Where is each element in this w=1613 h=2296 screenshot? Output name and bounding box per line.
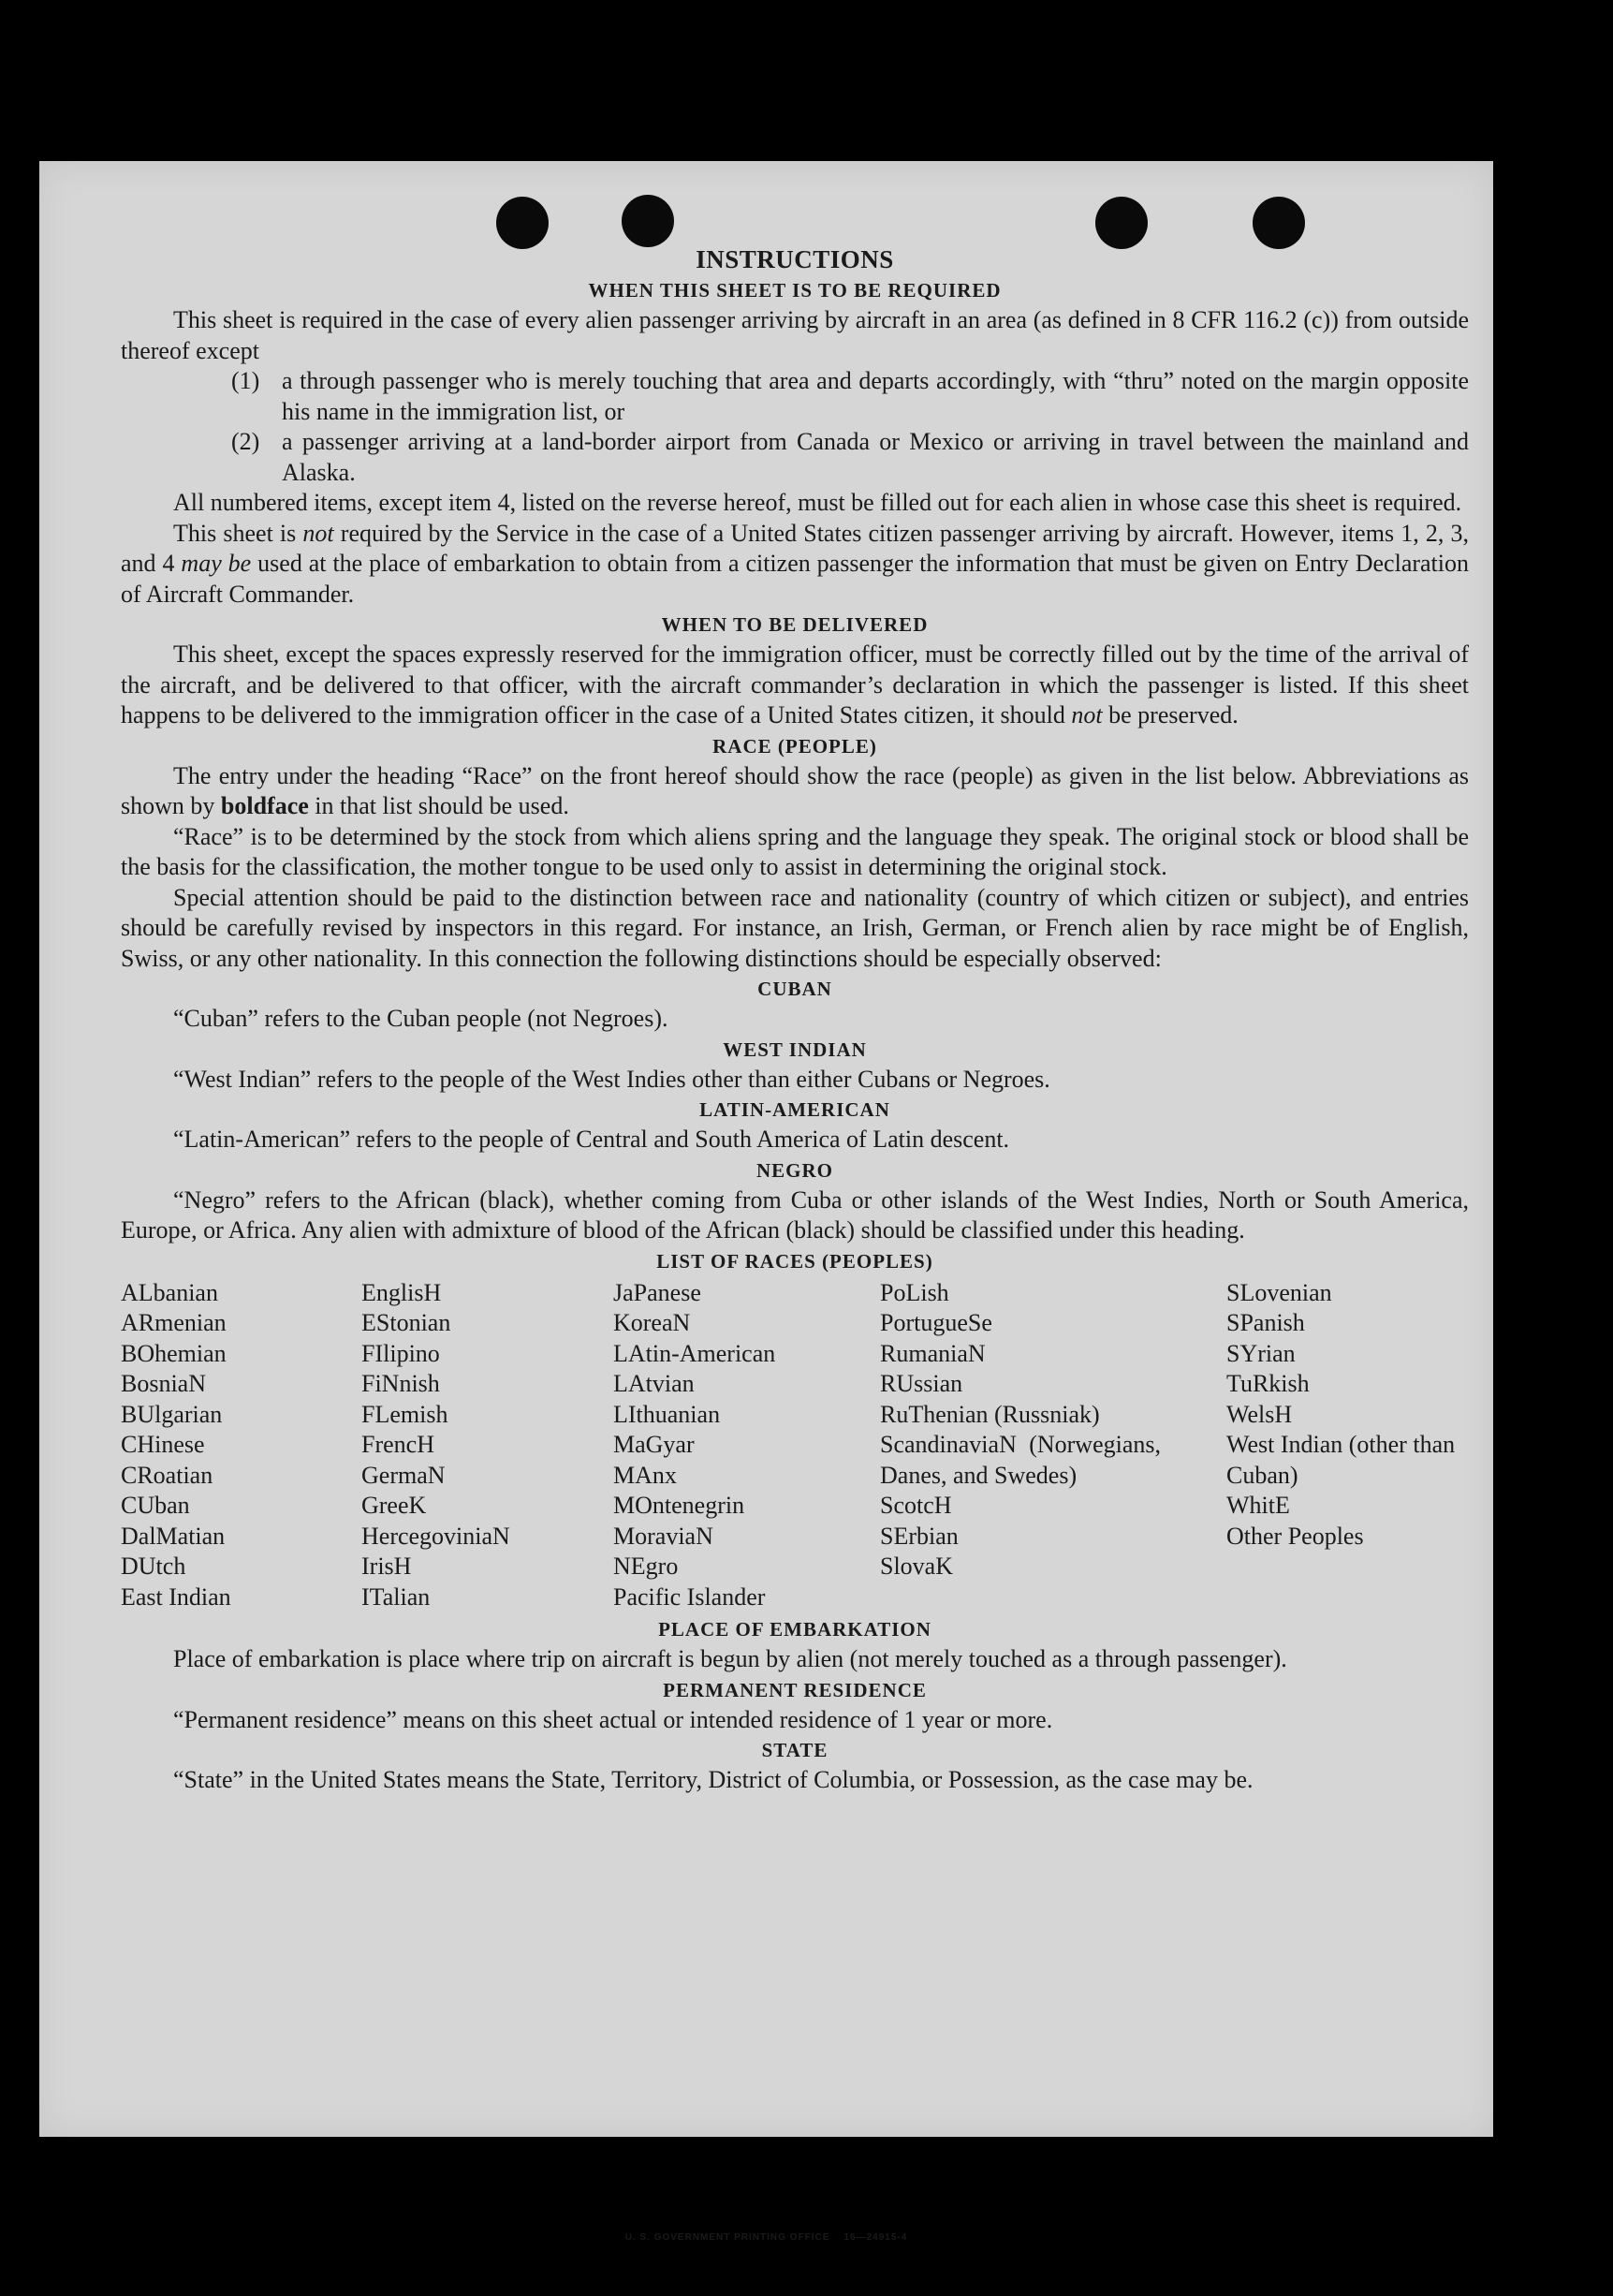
race-entry: LAtin-American [613, 1339, 776, 1367]
race-entry: KoreaN [613, 1309, 691, 1336]
paragraph: This sheet, except the spaces expressly reserved for the immigration officer, must be correctly filled out by the time of the arrival of the aircraft, and be delivered to that officer, with the aircraft commander’s declaration in which the passenger is listed. If this sheet happens to be delivered to the immigration officer in the case of a United States citizen, it should not be preserved. [121, 640, 1469, 729]
race-column [1226, 1278, 1469, 1613]
definition: “State” in the United States means the State, Territory, District of Columbia, or Possession, as the case may be. [173, 1766, 1254, 1793]
race-entry: RuThenian (Russniak) [880, 1400, 1100, 1428]
race-entry: LAtvian [613, 1370, 695, 1397]
race-entry: DalMatian [121, 1522, 226, 1550]
punch-hole [1253, 197, 1305, 249]
race-entry: EStonian [361, 1309, 451, 1336]
race-entry: MoraviaN [613, 1522, 713, 1550]
race-entry: ScotcH [880, 1492, 952, 1519]
race-entry: CHinese [121, 1431, 205, 1458]
race-entry: SErbian [880, 1522, 959, 1550]
race-entry: CRoatian [121, 1461, 213, 1489]
page-title: INSTRUCTIONS [696, 245, 894, 273]
race-entry: ARmenian [121, 1309, 227, 1336]
race-entry: FrencH [361, 1431, 434, 1458]
section-heading: LIST OF RACES (PEOPLES) [656, 1249, 933, 1273]
punch-hole [1095, 197, 1148, 249]
race-entry: RumaniaN [880, 1339, 986, 1367]
paragraph: The entry under the heading “Race” on the front hereof should show the race (people) as given in the list below. Abbreviations as shown by boldface in that list should be used. [121, 761, 1469, 819]
race-entry: IrisH [361, 1553, 412, 1580]
paragraph: This sheet is not required by the Service in the case of a United States citizen passenger arriving by aircraft. However, items 1, 2, 3, and 4 may be used at the place of embarkation to obtain from a citizen passenger the information that must be given on Entry Declaration of Aircraft Commander. [121, 519, 1469, 608]
race-entry: WhitE [1226, 1492, 1290, 1519]
race-entry: GermaN [361, 1461, 446, 1489]
paragraph: This sheet is required in the case of every alien passenger arriving by aircraft in an area (as defined in 8 CFR 116.2 (c)) from outside thereof except [121, 306, 1469, 364]
race-entry: EnglisH [361, 1278, 442, 1306]
race-entry: BUlgarian [121, 1400, 223, 1428]
race-entry: Other Peoples [1226, 1522, 1364, 1550]
race-entry: SLovenian [1226, 1278, 1332, 1306]
item-text: a through passenger who is merely touching that area and departs accordingly, with “thru” noted on the margin opposite his name in the immigration list, or [282, 367, 1469, 425]
definition: “West Indian” refers to the people of the West Indies other than either Cubans or Negroes. [173, 1065, 1050, 1093]
race-entry: SPanish [1226, 1309, 1305, 1336]
section-heading: RACE (PEOPLE) [712, 734, 877, 758]
definition: “Negro” refers to the African (black), whether coming from Cuba or other islands of the West Indies, North or South America, Europe, or Africa. Any alien with admixture of blood of the African (black) should be classified under this heading. [121, 1185, 1469, 1244]
race-entry: West Indian (other than Cuban) [1226, 1431, 1456, 1489]
punch-hole [496, 197, 549, 249]
race-entry: FiNnish [361, 1370, 440, 1397]
race-entry: FLemish [361, 1400, 448, 1428]
race-entry: ITalian [361, 1582, 431, 1611]
race-entry: BosniaN [121, 1370, 206, 1397]
race-column [121, 1278, 361, 1613]
race-entry: ScandinaviaN (Norwegians, Danes, and Swedes) [880, 1431, 1161, 1489]
race-entry: PortugueSe [880, 1309, 992, 1336]
definition: Place of embarkation is place where trip on aircraft is begun by alien (not merely touched as a through passenger). [173, 1645, 1287, 1672]
race-column [361, 1278, 613, 1613]
race-entry: DUtch [121, 1553, 186, 1580]
race-entry: BOhemian [121, 1339, 227, 1367]
race-entry: MaGyar [613, 1431, 695, 1458]
definition: “Permanent residence” means on this sheet actual or intended residence of 1 year or more. [173, 1705, 1053, 1733]
definition: “Cuban” refers to the Cuban people (not Negroes). [173, 1005, 668, 1032]
item-number: (2) [231, 428, 260, 455]
race-entry: JaPanese [613, 1278, 701, 1306]
list-item [121, 427, 1469, 488]
paragraph: Special attention should be paid to the distinction between race and nationality (country of which citizen or subject), and entries should be carefully revised by inspectors in this regard. For instance, an Irish, German, or French alien by race might be of English, Swiss, or any other nationality. In this connection the following distinctions should be especially observed: [121, 883, 1469, 972]
race-list [121, 1278, 1469, 1613]
section-heading: CUBAN [757, 978, 832, 1000]
race-entry: HercegoviniaN [361, 1522, 510, 1550]
paragraph: “Race” is to be determined by the stock from which aliens spring and the language they speak. The original stock or blood shall be the basis for the classification, the mother tongue to be used only to assist in determining the original stock. [121, 822, 1469, 880]
instructions-content [121, 243, 1469, 1796]
section-heading: WEST INDIAN [723, 1038, 867, 1061]
punch-hole [622, 195, 674, 247]
section-heading: NEGRO [755, 1158, 833, 1182]
race-entry: East Indian [121, 1582, 231, 1611]
race-column [613, 1278, 880, 1613]
list-item [121, 366, 1469, 427]
race-entry: MAnx [613, 1461, 677, 1489]
document-sheet [39, 161, 1493, 2243]
race-entry: TuRkish [1226, 1370, 1310, 1397]
paragraph: All numbered items, except item 4, listed on the reverse hereof, must be filled out for each alien in whose case this sheet is required. [173, 489, 1462, 516]
race-entry: MOntenegrin [613, 1492, 745, 1519]
section-heading: PLACE OF EMBARKATION [658, 1618, 931, 1641]
race-entry: NEgro [613, 1553, 679, 1580]
race-entry: Pacific Islander [613, 1582, 766, 1611]
item-text: a passenger arriving at a land-border airport from Canada or Mexico or arriving in travel between the mainland and Alaska. [282, 428, 1469, 486]
race-entry: CUban [121, 1492, 190, 1519]
race-entry: PoLish [880, 1278, 949, 1306]
section-heading: WHEN TO BE DELIVERED [661, 613, 929, 636]
race-column [880, 1278, 1226, 1613]
race-entry: WelsH [1226, 1400, 1293, 1428]
race-entry: LIthuanian [613, 1400, 721, 1428]
race-entry: ALbanian [121, 1278, 218, 1306]
race-entry: SYrian [1226, 1339, 1296, 1367]
race-entry: RUssian [880, 1370, 963, 1397]
printer-imprint: U. S. GOVERNMENT PRINTING OFFICE 16—24915-4 [624, 2232, 908, 2243]
race-entry: SlovaK [880, 1553, 953, 1580]
section-heading: LATIN-AMERICAN [699, 1098, 890, 1121]
race-entry: FIlipino [361, 1339, 440, 1367]
definition: “Latin-American” refers to the people of Central and South America of Latin descent. [173, 1126, 1010, 1153]
race-entry: GreeK [361, 1492, 427, 1519]
section-heading: WHEN THIS SHEET IS TO BE REQUIRED [588, 279, 1002, 302]
item-number: (1) [231, 367, 260, 394]
section-heading: PERMANENT RESIDENCE [663, 1678, 927, 1701]
section-heading: STATE [761, 1739, 828, 1761]
